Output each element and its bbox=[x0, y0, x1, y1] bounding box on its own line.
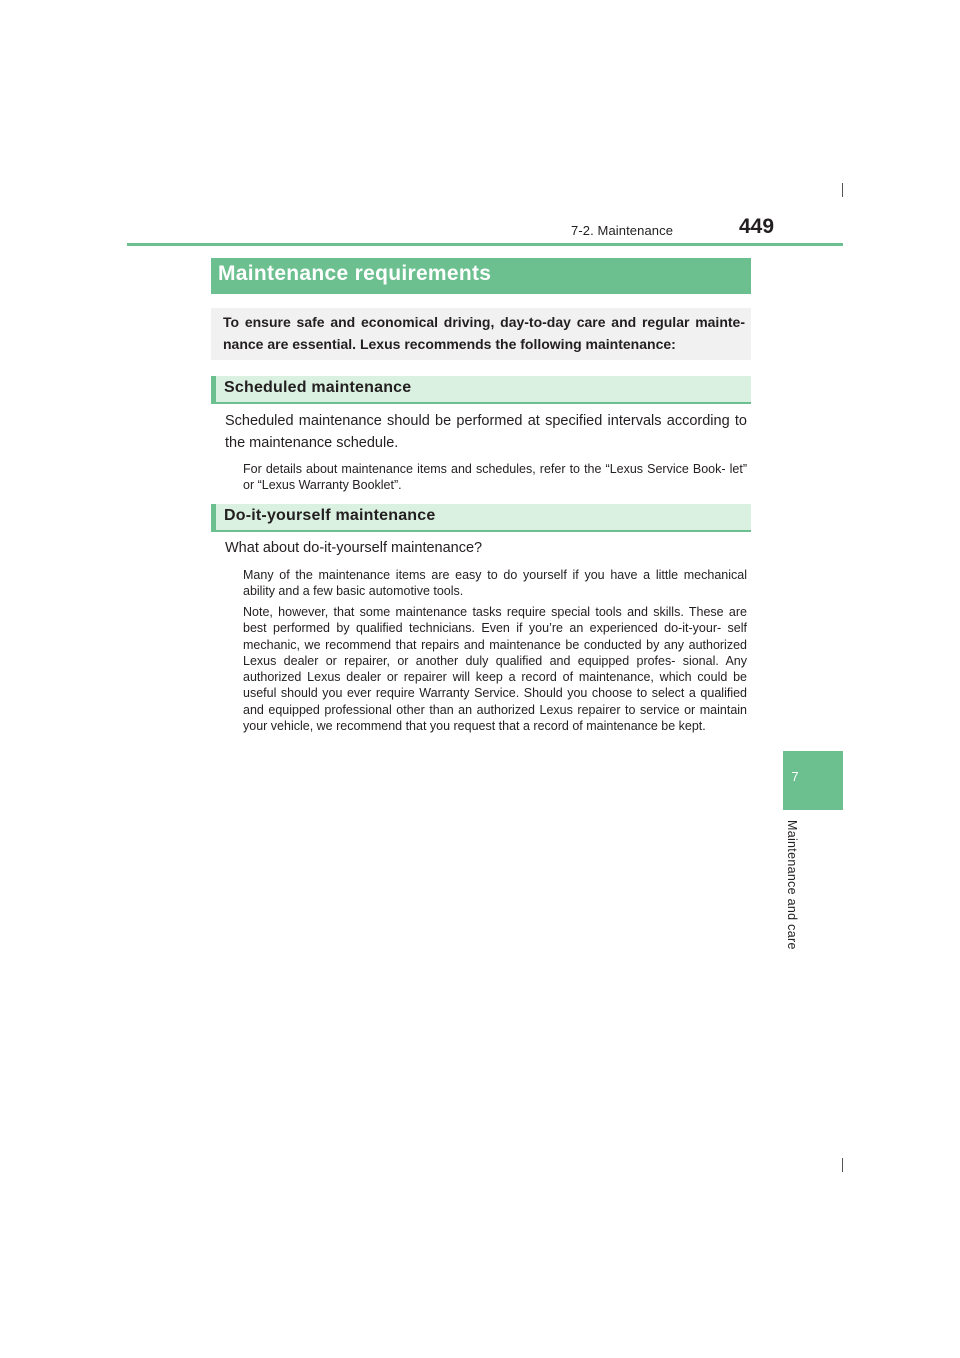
chapter-tab bbox=[783, 751, 843, 810]
page-title-bar bbox=[211, 258, 751, 294]
scheduled-maintenance-heading-text: Scheduled maintenance bbox=[224, 379, 412, 396]
scheduled-maintenance-body: Scheduled maintenance should be performed at specified intervals according to the maintenance schedule. bbox=[225, 413, 747, 451]
chapter-number: 7 bbox=[791, 769, 799, 784]
scheduled-maintenance-note: For details about maintenance items and schedules, refer to the “Lexus Service Book- let” or “Lexus Warranty Booklet”. bbox=[243, 462, 747, 493]
crop-mark-bottom bbox=[842, 1158, 843, 1172]
header-rule bbox=[127, 243, 843, 246]
chapter-title: Maintenance and care bbox=[785, 820, 799, 950]
diy-paragraph-2: Note, however, that some maintenance tasks require special tools and skills. These are best performed by qualified technicians. Even if you’re an experienced do-it-your- self mechanic, we recommend that repairs and maintenance be conducted by any authorized Lexus dealer or repairer, or another duly qualified and equipped profes- sional. Any authorized Lexus dealer or repairer will keep a record of maintenance, which could be useful should you ever require Warranty Service. Should you choose to select a qualified and equipped professional other than an authorized Lexus repairer to service or maintain your vehicle, we recommend that you request that a record of maintenance be kept. bbox=[243, 605, 747, 734]
intro-box bbox=[211, 308, 751, 360]
diy-maintenance-heading bbox=[211, 504, 751, 532]
diy-paragraph-1: Many of the maintenance items are easy to do yourself if you have a little mechanical ability and a few basic automotive tools. bbox=[243, 568, 747, 599]
section-label: 7-2. Maintenance bbox=[571, 223, 674, 238]
intro-text: To ensure safe and economical driving, day-to-day care and regular mainte- nance are essential. Lexus recommends the following maintenance: bbox=[223, 314, 745, 352]
page-title: Maintenance requirements bbox=[218, 262, 492, 285]
crop-mark-top bbox=[842, 183, 843, 197]
scheduled-maintenance-heading bbox=[211, 376, 751, 404]
diy-question: What about do-it-yourself maintenance? bbox=[225, 540, 483, 556]
page-number: 449 bbox=[739, 215, 775, 238]
diy-maintenance-heading-text: Do-it-yourself maintenance bbox=[224, 507, 436, 524]
